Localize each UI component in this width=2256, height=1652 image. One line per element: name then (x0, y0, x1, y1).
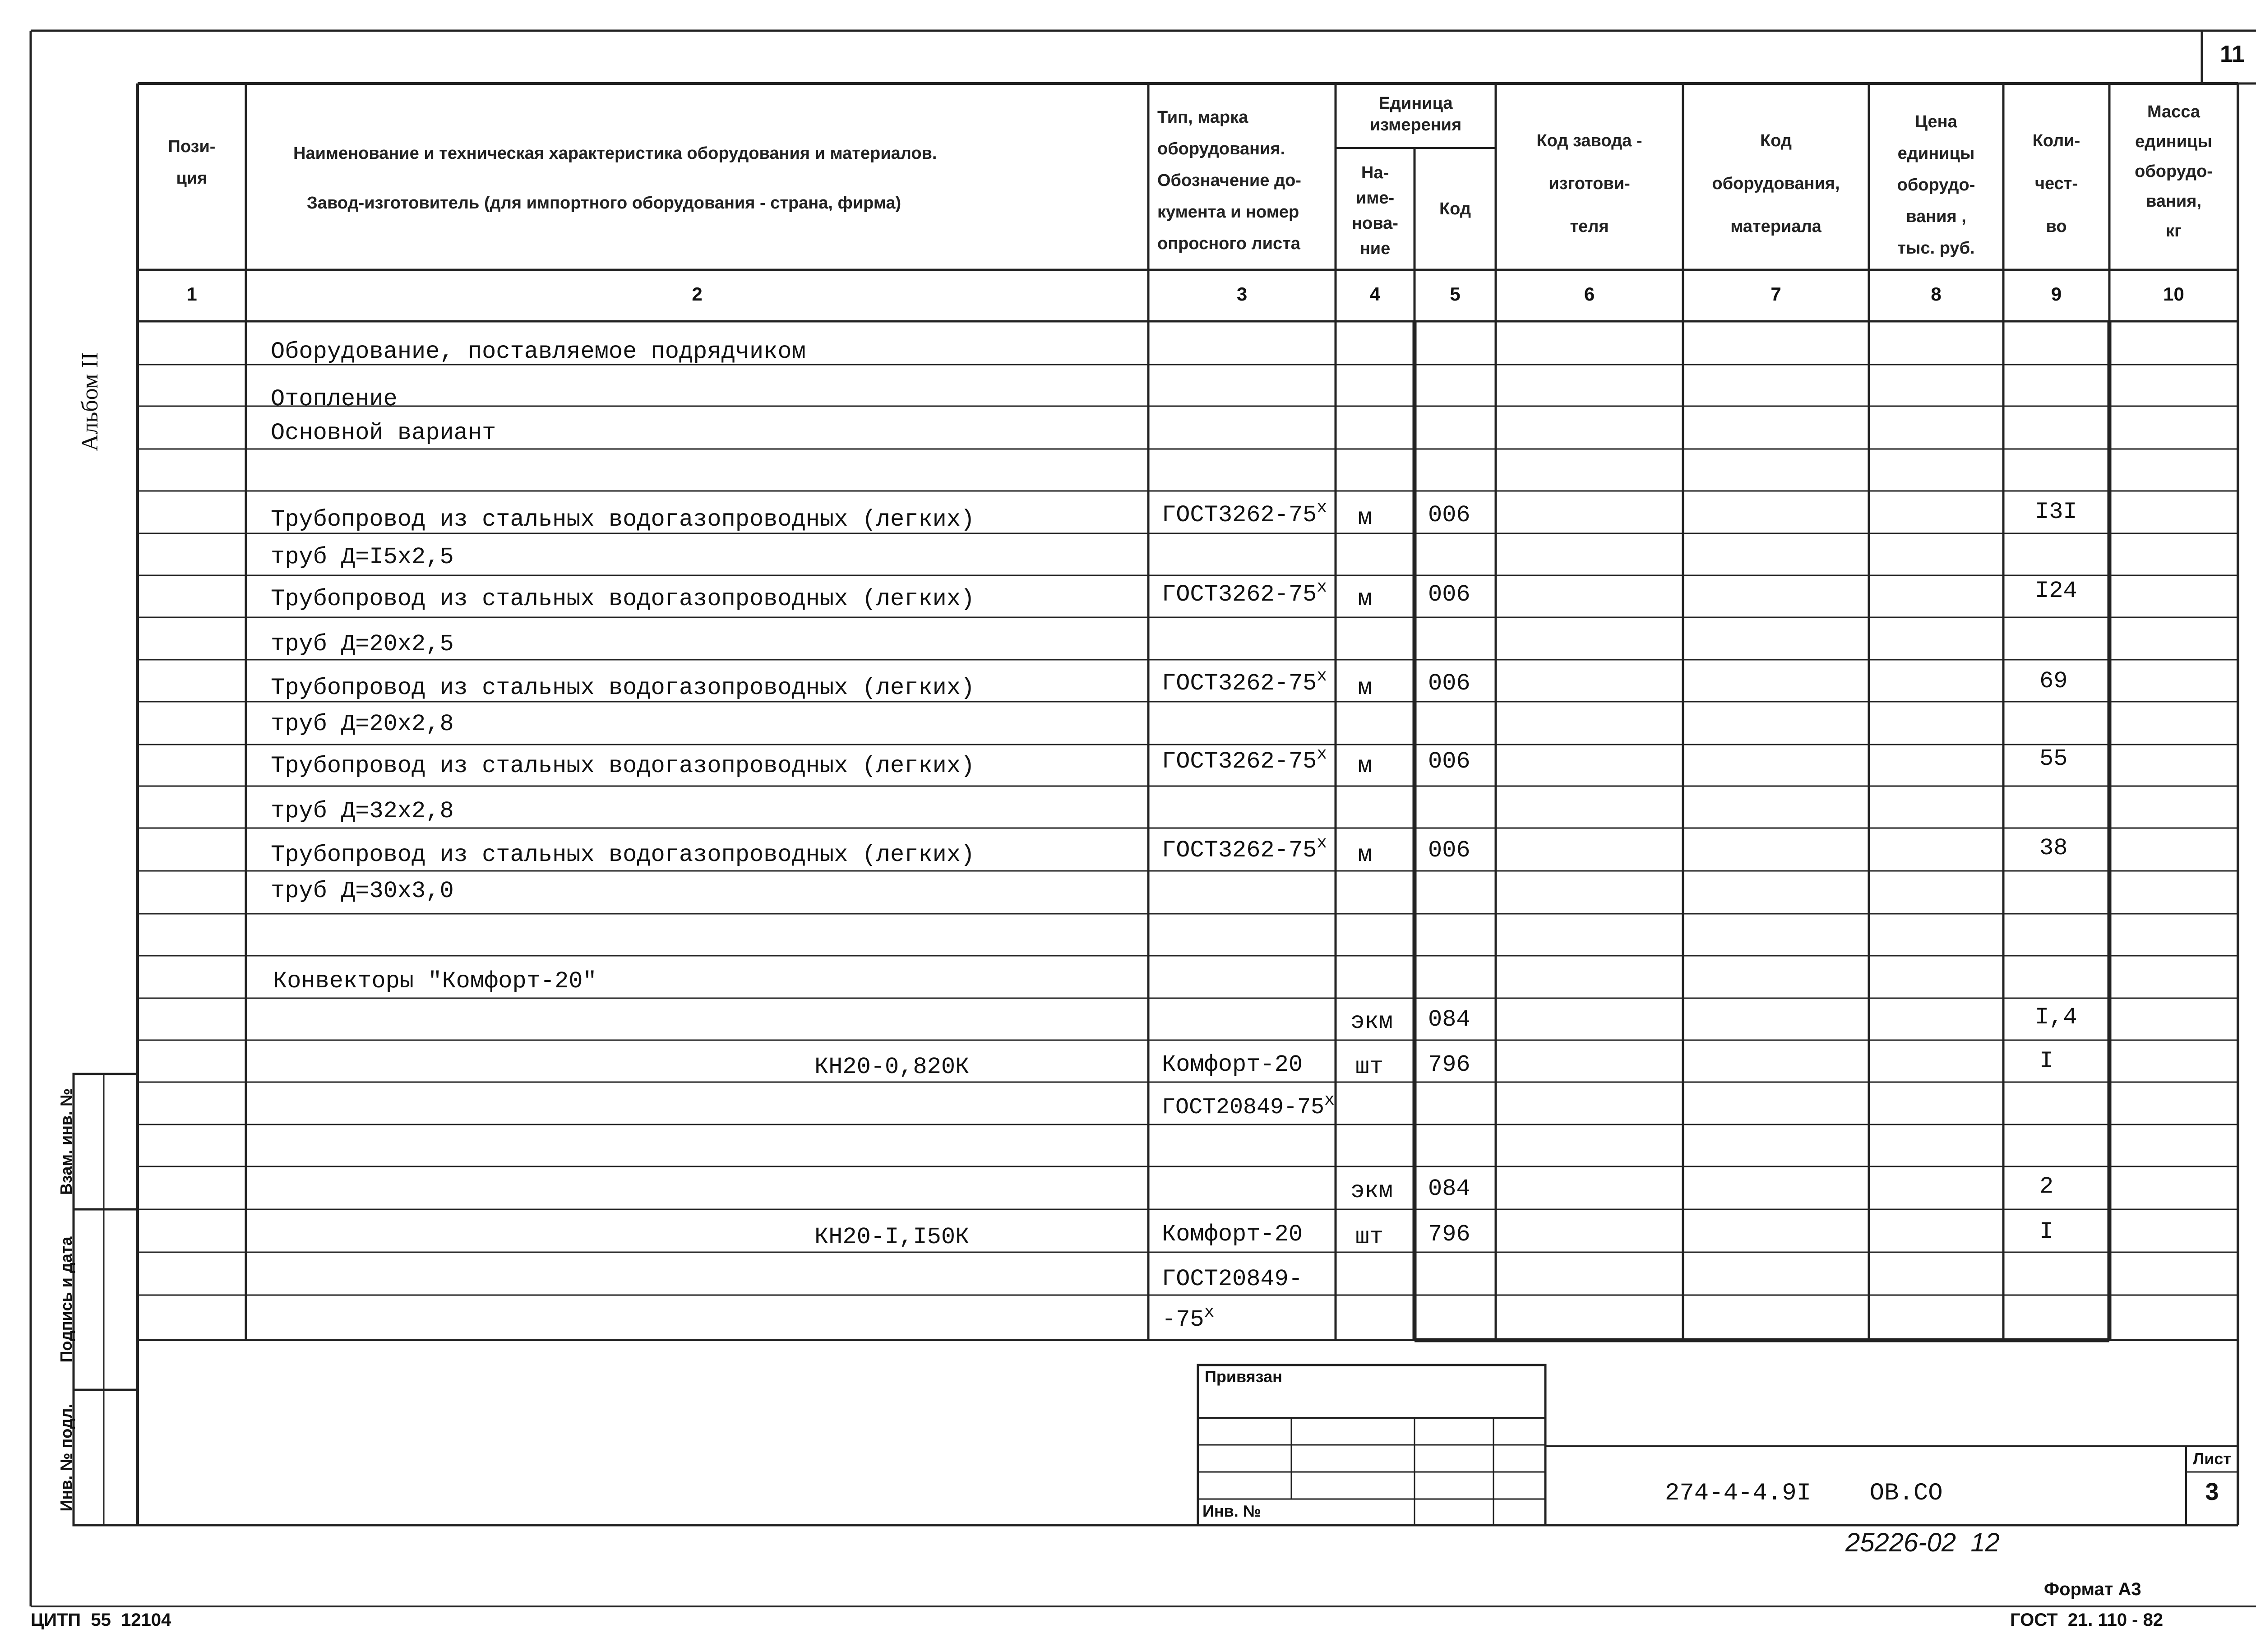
column-number: 4 (1369, 283, 1381, 305)
column-number: 7 (1771, 283, 1781, 305)
row-doc (1162, 666, 1327, 697)
row-doc: Комфорт-20 (1162, 1221, 1303, 1248)
header-quantity-line: во (2046, 217, 2067, 236)
row-doc-text: ГОСТ3262-75 (1162, 748, 1317, 775)
header-mass-line: вания, (2145, 192, 2202, 211)
title-sheet-label: Лист (2192, 1449, 2232, 1468)
header-name (293, 129, 1142, 228)
header-type-line: Тип, марка (1157, 108, 1248, 127)
row-unit: экм (1350, 1009, 1393, 1035)
header-mass-line: единицы (2135, 132, 2212, 151)
row-code: 084 (1428, 1006, 1470, 1033)
row-name: Трубопровод из стальных водогазопроводных (легких) (271, 675, 975, 701)
column-number: 8 (1931, 283, 1942, 305)
column-number: 2 (692, 283, 703, 305)
handwritten-number: 25226-02 12 (1845, 1528, 2000, 1557)
title-doc-code: 274-4-4.9I ОВ.СО (1665, 1480, 1943, 1507)
column-number: 1 (186, 283, 197, 305)
header-price-line: тыс. руб. (1897, 239, 1975, 258)
header-unit-group (1336, 93, 1496, 136)
row-unit: экм (1350, 1178, 1393, 1204)
row-quantity: 2 (2039, 1173, 2054, 1200)
header-unit-line: Единица (1378, 94, 1453, 113)
row-quantity: I,4 (2035, 1004, 2077, 1031)
header-mass-line: Масса (2147, 102, 2201, 121)
title-privyazan: Привязан (1205, 1367, 1282, 1386)
row-code: 006 (1428, 581, 1470, 608)
row-code: 006 (1428, 502, 1470, 528)
row-doc: Комфорт-20 (1162, 1051, 1303, 1078)
row-name: труб Д=I5х2,5 (271, 544, 454, 570)
row-unit: шт (1355, 1224, 1384, 1250)
header-position-line: ция (176, 169, 208, 188)
header-factory-code-line: Код завода - (1536, 131, 1642, 150)
row-doc-sup: x (1204, 1303, 1215, 1322)
row-doc: ГОСТ20849- (1162, 1266, 1303, 1292)
header-unit-name-line: ние (1359, 239, 1391, 258)
header-mass-line: оборудо- (2135, 162, 2213, 181)
row-code: 006 (1428, 748, 1470, 775)
header-type-line: кумента и номер (1157, 203, 1299, 222)
row-name: Трубопровод из стальных водогазопроводных (легких) (271, 506, 975, 533)
row-doc-text: ГОСТ3262-75 (1162, 837, 1317, 864)
row-doc (1162, 833, 1327, 864)
header-type-line: опросного листа (1157, 234, 1300, 253)
row-quantity: I24 (2035, 578, 2077, 604)
row-doc-sup: x (1317, 578, 1327, 597)
header-price (1869, 106, 2003, 264)
footer-format: Формат А3 (2044, 1579, 2141, 1599)
row-doc (1162, 1303, 1215, 1333)
row-quantity: 38 (2039, 835, 2068, 861)
column-number: 6 (1584, 283, 1595, 305)
header-unit-name (1336, 160, 1415, 261)
title-inv-no: Инв. № (1202, 1502, 1261, 1520)
row-quantity: 55 (2039, 745, 2068, 772)
row-name: труб Д=32х2,8 (271, 798, 454, 824)
row-doc-sup: x (1317, 666, 1327, 686)
row-quantity: I (2039, 1218, 2054, 1245)
row-name: Трубопровод из стальных водогазопроводных (легких) (271, 586, 975, 612)
header-quantity (2003, 120, 2109, 248)
row-unit: шт (1355, 1054, 1384, 1080)
row-unit: м (1358, 586, 1372, 612)
row-doc (1162, 1091, 1335, 1121)
header-quantity-line: чест- (2034, 174, 2078, 193)
header-mass-line: кг (2166, 222, 2182, 241)
header-equipment-code-line: оборудования, (1712, 174, 1840, 193)
row-doc (1162, 745, 1327, 775)
header-mass (2109, 97, 2238, 246)
header-factory-code-line: изготови- (1549, 174, 1630, 193)
header-unit-name-line: нова- (1352, 214, 1398, 233)
row-unit: м (1358, 504, 1372, 531)
row-code: 796 (1428, 1221, 1470, 1248)
header-type-line: оборудования. (1157, 139, 1285, 158)
stamp-vzam: Взам. инв. № (57, 1088, 75, 1195)
header-unit-name-line: име- (1355, 189, 1395, 208)
row-quantity: I (2039, 1048, 2054, 1074)
header-type-line: Обозначение до- (1157, 171, 1301, 190)
header-factory-code-line: теля (1570, 217, 1609, 236)
row-unit: м (1358, 675, 1372, 701)
row-name: Трубопровод из стальных водогазопроводных (легких) (271, 842, 975, 868)
stamp-podpis: Подпись и дата (57, 1236, 75, 1363)
row-code: 006 (1428, 670, 1470, 697)
header-position-line: Пози- (168, 137, 216, 156)
row-name: Трубопровод из стальных водогазопроводных (легких) (271, 753, 975, 779)
row-doc-text: ГОСТ3262-75 (1162, 502, 1317, 528)
row-code: 084 (1428, 1175, 1470, 1202)
row-doc-text: -75 (1162, 1306, 1204, 1333)
header-price-line: оборудо- (1897, 176, 1975, 194)
header-position (138, 131, 246, 194)
header-unit-code: Код (1439, 199, 1471, 218)
row-doc (1162, 578, 1327, 608)
header-equipment-code-line: Код (1760, 131, 1792, 150)
row-code: 006 (1428, 837, 1470, 864)
row-name: Основной вариант (271, 420, 496, 446)
header-price-line: единицы (1897, 144, 1975, 163)
row-name: Конвекторы "Комфорт-20" (273, 968, 597, 995)
header-name-line: Наименование и техническая характеристика оборудования и материалов. (293, 144, 937, 163)
header-equipment-code-line: материала (1730, 217, 1821, 236)
row-name: Отопление (271, 386, 398, 412)
header-unit-line: измерения (1369, 116, 1462, 134)
row-doc-text: ГОСТ20849-75 (1162, 1095, 1325, 1120)
title-sheet-number: 3 (2205, 1478, 2219, 1505)
header-quantity-line: Коли- (2032, 131, 2080, 150)
row-name: Оборудование, поставляемое подрядчиком (271, 338, 806, 365)
column-number: 5 (1450, 283, 1461, 305)
header-name-line: Завод-изготовитель (для импортного оборудования - страна, фирма) (307, 194, 901, 213)
row-name: КН20-0,820К (814, 1054, 970, 1080)
row-doc-sup: x (1317, 498, 1327, 518)
header-factory-code (1496, 120, 1683, 248)
stamp-inv-podl: Инв. № подл. (57, 1403, 75, 1512)
page-number: 11 (2220, 41, 2245, 67)
footer-left: ЦИТП 55 12104 (31, 1610, 171, 1630)
row-unit: м (1358, 842, 1372, 868)
row-doc-sup: x (1324, 1091, 1335, 1110)
column-number: 9 (2051, 283, 2062, 305)
row-name: труб Д=30х3,0 (271, 878, 454, 904)
row-doc-text: ГОСТ3262-75 (1162, 670, 1317, 697)
header-price-line: вания , (1906, 207, 1966, 226)
row-code: 796 (1428, 1051, 1470, 1078)
column-number: 3 (1236, 283, 1248, 305)
header-unit-name-line: На- (1361, 163, 1389, 182)
row-doc-text: ГОСТ3262-75 (1162, 581, 1317, 608)
header-type (1157, 102, 1333, 259)
row-doc (1162, 498, 1327, 529)
header-price-line: Цена (1915, 112, 1957, 131)
row-unit: м (1358, 753, 1372, 779)
row-quantity: I3I (2035, 499, 2077, 525)
row-quantity: 69 (2039, 668, 2068, 694)
row-name: КН20-I,I50К (814, 1224, 970, 1250)
row-name: труб Д=20х2,5 (271, 631, 454, 657)
album-label: Альбом II (77, 352, 103, 451)
header-equipment-code (1683, 120, 1869, 248)
footer-right: ГОСТ 21. 110 - 82 (2010, 1610, 2164, 1630)
row-doc-sup: x (1317, 833, 1327, 853)
column-number: 10 (2163, 283, 2184, 305)
row-name: труб Д=20х2,8 (271, 711, 454, 737)
row-doc-sup: x (1317, 745, 1327, 764)
